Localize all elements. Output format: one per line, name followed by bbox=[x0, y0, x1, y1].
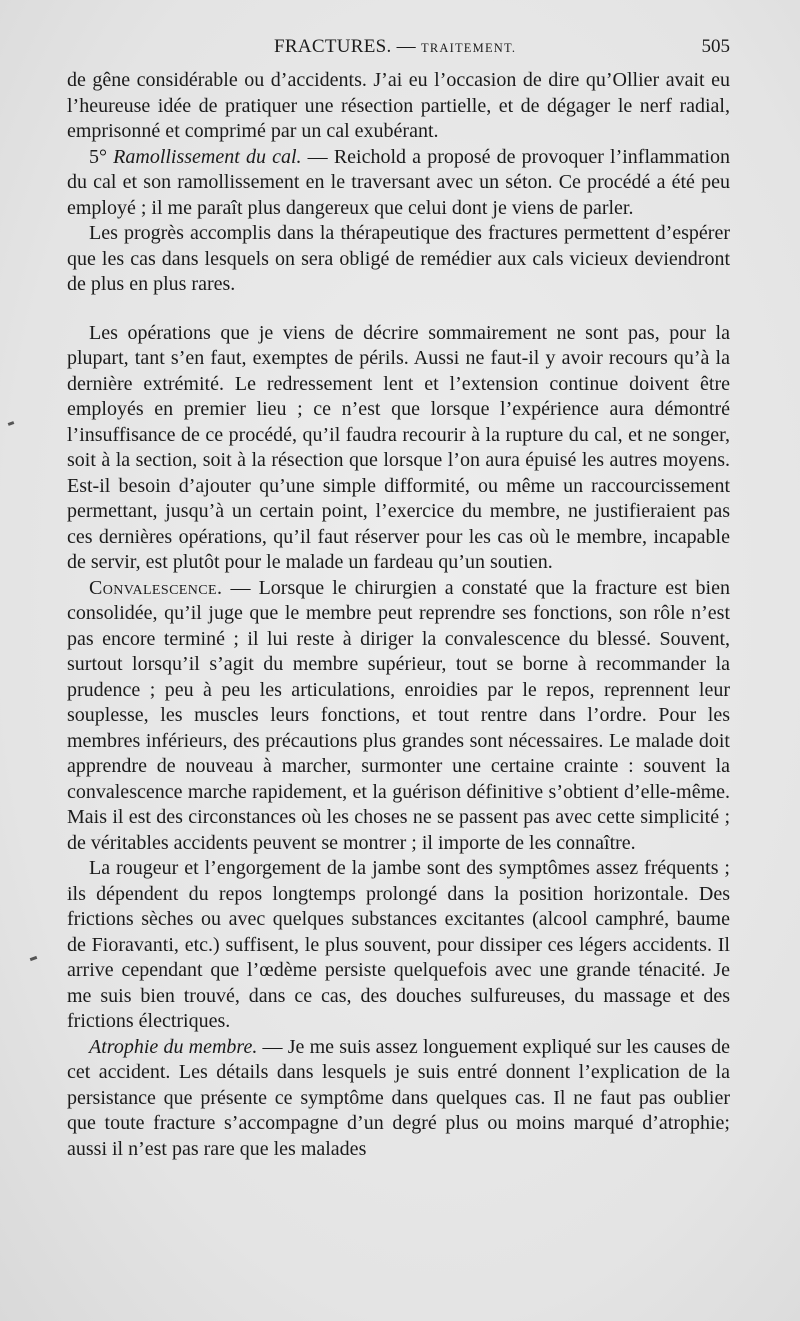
section-heading: Ramollissement du cal. bbox=[113, 145, 302, 168]
margin-speck bbox=[30, 956, 38, 961]
paragraph-text: La rougeur et l’engorgement de la jambe sont des symptômes assez fréquents ; ils dépendent du repos longtemps prolongé dans la position horizontale. Des frictions sèches ou avec quelques substances excitantes (alcool camphré, baume de Fioravanti, etc.) suffisent, le plus souvent, pour dissiper ces légers accidents. Il arrive cependant que l’œdème persiste quelquefois avec une grande ténacité. Je me suis bien trouvé, dans ce cas, des douches sulfureuses, du massage et des frictions électriques. bbox=[67, 857, 730, 1032]
paragraph-text: de gêne considérable ou d’accidents. J’ai eu l’occasion de dire qu’Ollier avait eu l’heureuse idée de pratiquer une résection partielle, et de dégager le nerf radial, emprisonné et comprimé par un cal exubérant. bbox=[67, 69, 730, 142]
paragraph-rougeur bbox=[67, 856, 730, 1035]
running-title-section: TRAITEMENT. bbox=[421, 41, 517, 55]
margin-speck bbox=[8, 421, 15, 426]
paragraph-ramollissement bbox=[67, 145, 730, 222]
running-title-main: FRACTURES. bbox=[274, 36, 392, 57]
section-heading: Convalescence. bbox=[89, 576, 223, 599]
page-number: 505 bbox=[701, 36, 730, 57]
paragraph-text: — Je me suis assez longuement expliqué sur les causes de cet accident. Les détails dans lesquels je suis entré donnent l’explication de la persistance que présente ce symptôme dans quelques cas. Il ne faut pas oublier que toute fracture s’accompagne d’un degré plus ou moins marqué d’atrophie; aussi il n’est pas rare que les malades bbox=[67, 1035, 730, 1160]
paragraph-text: — Lorsque le chirurgien a constaté que la fracture est bien consolidée, qu’il juge que le membre peut reprendre ses fonctions, son rôle n’est pas encore terminé ; il lui reste à diriger la convalescence du blessé. Souvent, surtout lorsqu’il s’agit du membre supérieur, tout se borne à recommander la prudence ; peu à peu les articulations, enroidies par le repos, reprennent leur souplesse, les muscles leurs fonctions, et tout rentre dans l’ordre. Pour les membres inférieurs, des précautions plus grandes sont nécessaires. Le malade doit apprendre de nouveau à marcher, surmonter une certaine crainte : souvent la convalescence marche rapidement, et la guérison définitive s’obtient d’elle-même. Mais il est des circonstances où les choses ne se passent pas avec cette simplicité ; de véritables accidents peuvent se montrer ; il importe de les connaître. bbox=[67, 576, 730, 854]
paragraph-text: Les opérations que je viens de décrire sommairement ne sont pas, pour la plupart, tant s’en faut, exemptes de périls. Aussi ne faut-il y avoir recours qu’à la dernière extrémité. Le redressement lent et l’extension continue doivent être employés en premier lieu ; ce n’est que lorsque l’expérience aura démontré l’insuffisance de ce procédé, qu’il faudra recourir à la rupture du cal, et ne songer, soit à la section, soit à la résection que lorsque l’on aura épuisé les autres moyens. Est-il besoin d’ajouter qu’une simple difformité, ou même un raccourcissement permettant, jusqu’à un certain point, l’exercice du membre, ne justifieraient pas ces dernières opérations, qu’il faut réserver pour les cas où le membre, incapable de servir, est plutôt pour le malade un fardeau qu’un soutien. bbox=[67, 321, 730, 573]
paragraph-text: Les progrès accomplis dans la thérapeutique des fractures permettent d’espérer que les cas dans lesquels on sera obligé de remédier aux cals vicieux deviendront de plus en plus rares. bbox=[67, 222, 730, 295]
running-title bbox=[274, 36, 516, 58]
body-text bbox=[67, 68, 730, 1162]
paragraph-convalescence bbox=[67, 576, 730, 857]
paragraph-operations bbox=[67, 321, 730, 576]
paragraph-text: — Reichold a proposé de provoquer l’inflammation du cal et son ramollissement en le traversant avec un séton. Ce procédé a été peu employé ; il me paraît plus dangereux que celui dont je viens de parler. bbox=[67, 145, 730, 219]
running-head bbox=[67, 36, 730, 64]
paragraph-continued bbox=[67, 68, 730, 145]
paragraph-atrophie bbox=[67, 1035, 730, 1163]
section-heading: Atrophie du membre. bbox=[89, 1035, 258, 1058]
running-title-separator: — bbox=[396, 36, 416, 57]
section-number: 5° bbox=[89, 145, 107, 168]
paragraph-progres bbox=[67, 221, 730, 298]
